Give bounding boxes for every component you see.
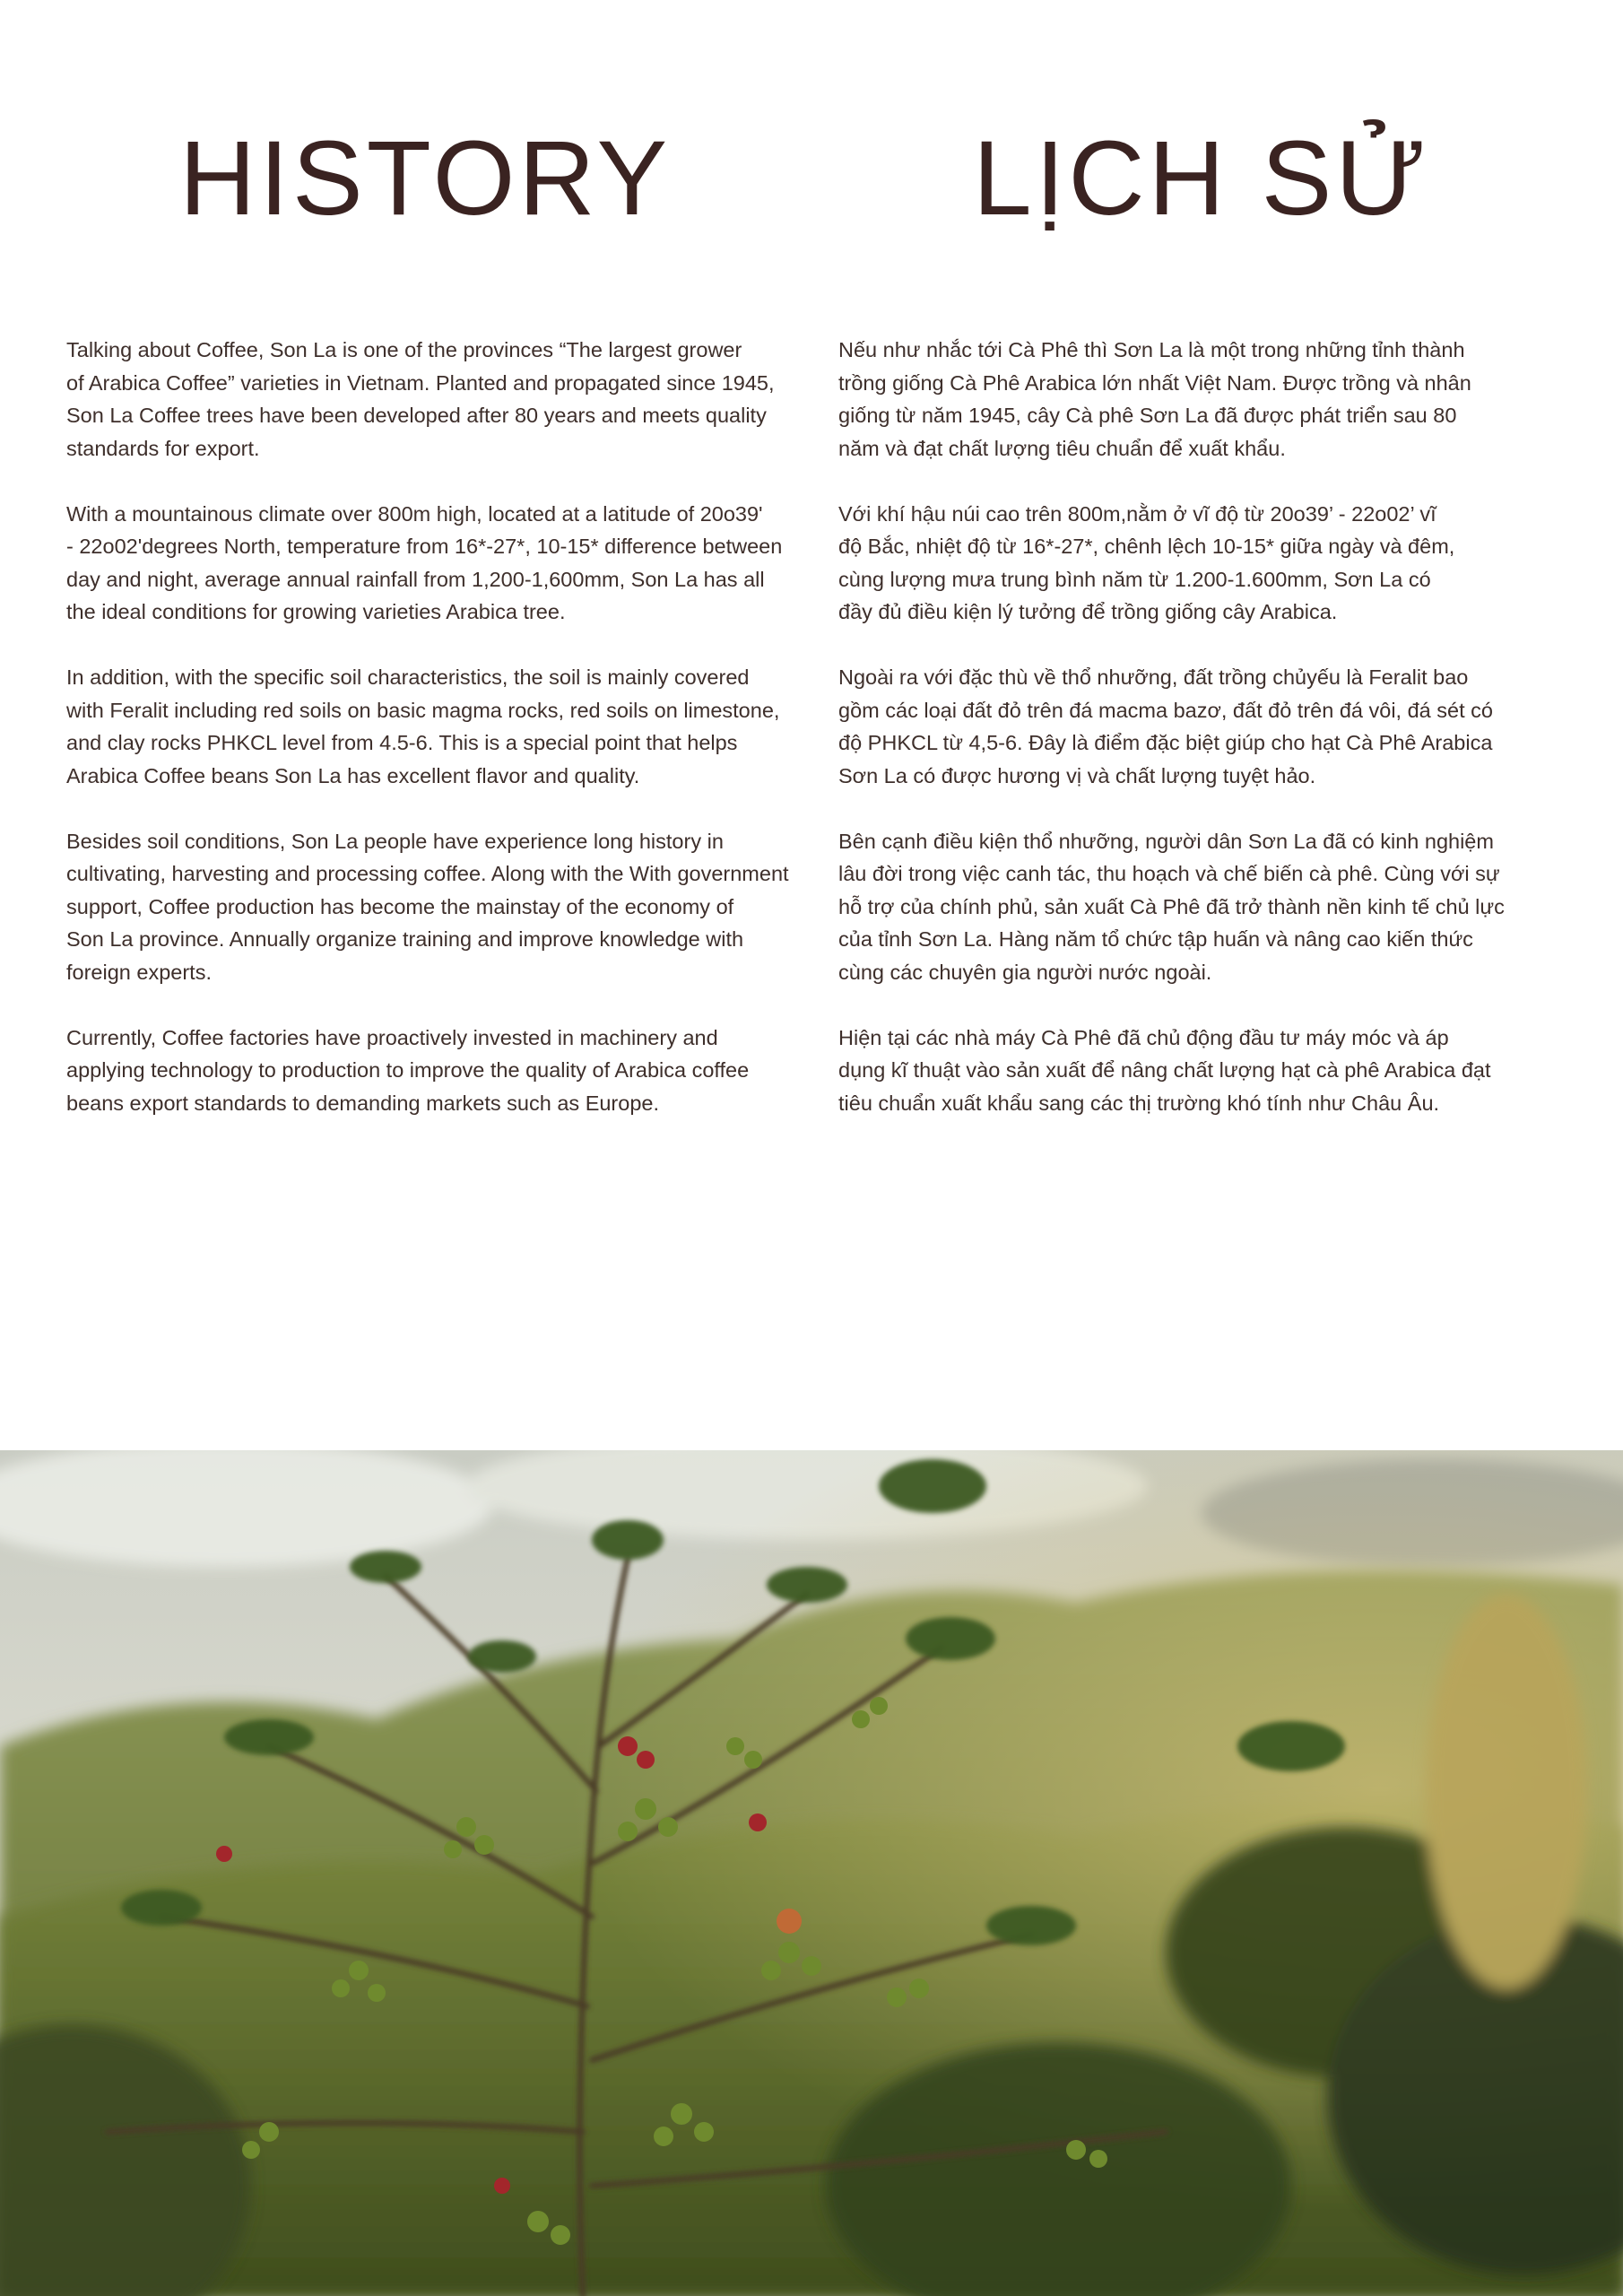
vietnamese-text-line: năm và đạt chất lượng tiêu chuẩn để xuất khẩu.	[838, 436, 1286, 460]
vietnamese-paragraph-5	[838, 1022, 1538, 1120]
vietnamese-text-line: Ngoài ra với đặc thù về thổ nhưỡng, đất trồng chủyếu là Feralit bao	[838, 665, 1469, 689]
vietnamese-text-line: cùng các chuyên gia người nước ngoài.	[838, 960, 1212, 984]
english-text-line: Talking about Coffee, Son La is one of the provinces “The largest grower	[66, 338, 742, 361]
vietnamese-text-line: gồm các loại đất đỏ trên đá macma bazơ, đất đỏ trên đá vôi, đá sét có	[838, 698, 1493, 722]
vietnamese-text-line: độ Bắc, nhiệt độ từ 16*-27*, chênh lệch 10-15* giữa ngày và đêm,	[838, 535, 1455, 558]
english-paragraph-2	[66, 498, 820, 629]
english-text-line: beans export standards to demanding markets such as Europe.	[66, 1091, 659, 1115]
english-text-line: With a mountainous climate over 800m high, located at a latitude of 20o39'	[66, 501, 763, 526]
vietnamese-text-line: dụng kĩ thuật vào sản xuất để nâng chất lượng hạt cà phê Arabica đạt	[838, 1058, 1491, 1082]
english-paragraph-5	[66, 1022, 820, 1120]
vietnamese-text-line: độ PHKCL từ 4,5-6. Đây là điểm đặc biệt giúp cho hạt Cà Phê Arabica	[838, 731, 1493, 754]
lich-su-title: LỊCH SỬ	[973, 119, 1430, 238]
vietnamese-text-line: Với khí hậu núi cao trên 800m,nằm ở vĩ độ từ 20o39’ - 22o02’ vĩ	[838, 501, 1436, 526]
english-text-line: Besides soil conditions, Son La people have experience long history in	[66, 829, 724, 853]
vietnamese-text-line: Bên cạnh điều kiện thổ nhưỡng, người dân Sơn La đã có kinh nghiệm	[838, 829, 1494, 853]
english-text-line: day and night, average annual rainfall from 1,200-1,600mm, Son La has all	[66, 567, 765, 591]
english-text-column	[66, 334, 820, 1152]
english-text-line: cultivating, harvesting and processing coffee. Along with the With government	[66, 862, 789, 885]
vietnamese-text-line: Nếu như nhắc tới Cà Phê thì Sơn La là một trong những tỉnh thành	[838, 338, 1465, 361]
vietnamese-text-line: giống từ năm 1945, cây Cà phê Sơn La đã được phát triển sau 80	[838, 404, 1457, 427]
english-text-line: and clay rocks PHKCL level from 4.5-6. This is a special point that helps	[66, 731, 738, 754]
history-title: HISTORY	[179, 119, 672, 238]
english-text-line: Son La province. Annually organize training and improve knowledge with	[66, 927, 744, 951]
english-text-line: the ideal conditions for growing varieties Arabica tree.	[66, 600, 566, 623]
english-text-line: with Feralit including red soils on basic magma rocks, red soils on limestone,	[66, 698, 780, 722]
english-text-line: Currently, Coffee factories have proactively invested in machinery and	[66, 1025, 718, 1049]
coffee-plant-photo	[0, 1450, 1623, 2296]
english-text-line: Son La Coffee trees have been developed after 80 years and meets quality	[66, 404, 767, 427]
english-text-line: support, Coffee production has become the mainstay of the economy of	[66, 894, 734, 918]
vietnamese-paragraph-2	[838, 498, 1538, 629]
english-text-line: - 22o02'degrees North, temperature from 16*-27*, 10-15* difference between	[66, 535, 783, 558]
vietnamese-text-line: hỗ trợ của chính phủ, sản xuất Cà Phê đã trở thành nền kinh tế chủ lực	[838, 894, 1505, 918]
english-paragraph-3	[66, 661, 820, 792]
english-text-line: applying technology to production to improve the quality of Arabica coffee	[66, 1058, 750, 1082]
vietnamese-text-column	[838, 334, 1538, 1152]
english-text-line: Arabica Coffee beans Son La has excellent flavor and quality.	[66, 763, 640, 787]
vietnamese-text-line: đầy đủ điều kiện lý tưởng để trồng giống cây Arabica.	[838, 600, 1338, 623]
vietnamese-text-line: tiêu chuẩn xuất khẩu sang các thị trường khó tính như Châu Âu.	[838, 1091, 1440, 1115]
vietnamese-paragraph-1	[838, 334, 1538, 465]
english-text-line: of Arabica Coffee” varieties in Vietnam. Planted and propagated since 1945,	[66, 370, 775, 395]
vietnamese-text-line: trồng giống Cà Phê Arabica lớn nhất Việt Nam. Được trồng và nhân	[838, 370, 1471, 395]
english-paragraph-4	[66, 825, 820, 989]
vietnamese-text-line: cùng lượng mưa trung bình năm từ 1.200-1.600mm, Sơn La có	[838, 567, 1431, 591]
english-text-line: foreign experts.	[66, 960, 212, 984]
vietnamese-text-line: Hiện tại các nhà máy Cà Phê đã chủ động đầu tư máy móc và áp	[838, 1025, 1449, 1049]
vietnamese-paragraph-4	[838, 825, 1538, 989]
vietnamese-text-line: lâu đời trong việc canh tác, thu hoạch và chế biến cà phê. Cùng với sự	[838, 862, 1500, 885]
english-text-line: standards for export.	[66, 436, 260, 460]
english-text-line: In addition, with the specific soil characteristics, the soil is mainly covered	[66, 665, 750, 689]
vietnamese-text-line: Sơn La có được hương vị và chất lượng tuyệt hảo.	[838, 763, 1316, 787]
vietnamese-text-line: của tỉnh Sơn La. Hàng năm tổ chức tập huấn và nâng cao kiến thức	[838, 927, 1473, 951]
english-paragraph-1	[66, 334, 820, 465]
vietnamese-paragraph-3	[838, 661, 1538, 792]
